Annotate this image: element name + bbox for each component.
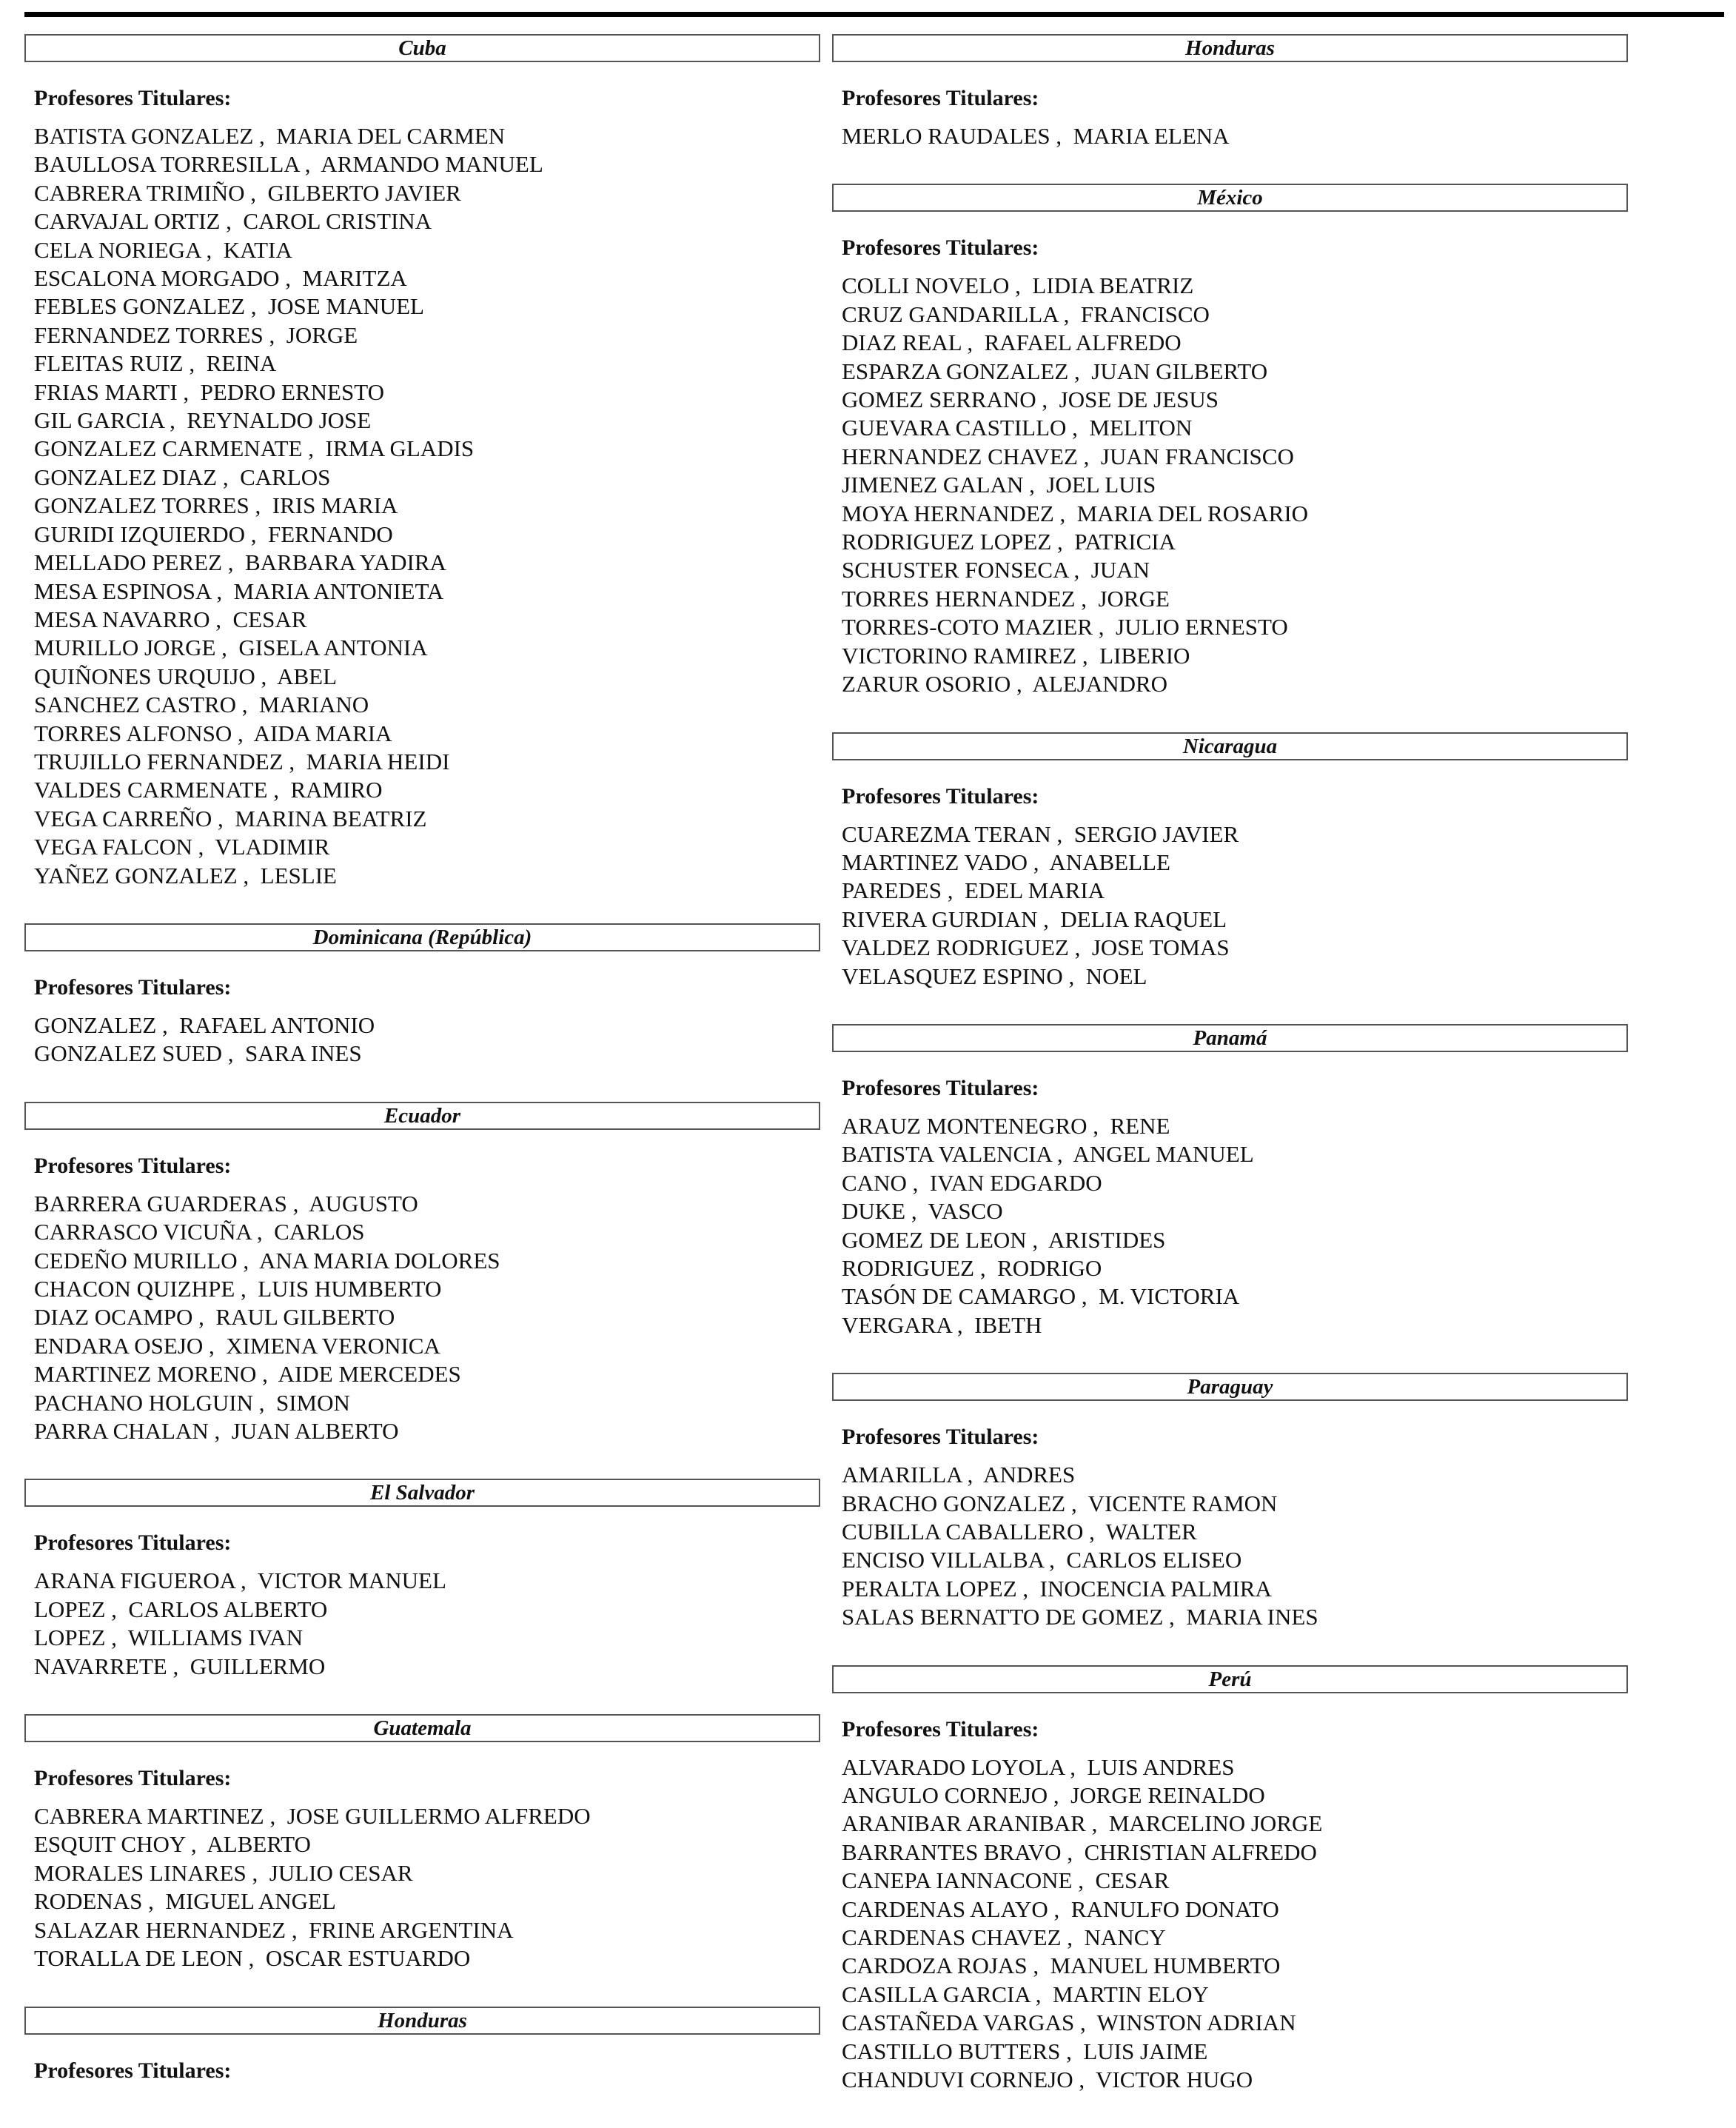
section-subheading: Profesores Titulares: [34, 1766, 232, 1791]
name-entry: GONZALEZ , RAFAEL ANTONIO [34, 1011, 375, 1038]
name-entry: MESA ESPINOSA , MARIA ANTONIETA [34, 578, 444, 604]
name-list [34, 1190, 820, 1446]
name-entry: CELA NORIEGA , KATIA [34, 236, 292, 263]
name-entry: PARRA CHALAN , JUAN ALBERTO [34, 1418, 399, 1445]
country-section-paraguay [832, 1373, 1628, 1631]
country-section-el-salvador [24, 1479, 820, 1681]
name-list [842, 122, 1628, 150]
name-entry: GIL GARCIA , REYNALDO JOSE [34, 407, 372, 434]
name-list [842, 820, 1628, 991]
country-section-dominicana-republica [24, 923, 820, 1068]
country-header: Perú [832, 1665, 1628, 1693]
name-entry: QUIÑONES URQUIJO , ABEL [34, 663, 338, 689]
name-entry: BATISTA VALENCIA , ANGEL MANUEL [842, 1141, 1254, 1168]
name-entry: MERLO RAUDALES , MARIA ELENA [842, 123, 1230, 149]
section-subheading: Profesores Titulares: [842, 86, 1039, 110]
name-entry: PACHANO HOLGUIN , SIMON [34, 1389, 350, 1416]
country-header: Ecuador [24, 1102, 820, 1130]
name-entry: CHACON QUIZHPE , LUIS HUMBERTO [34, 1276, 442, 1302]
name-entry: VALDEZ RODRIGUEZ , JOSE TOMAS [842, 934, 1230, 961]
name-entry: CARRASCO VICUÑA , CARLOS [34, 1219, 365, 1245]
name-entry: BAULLOSA TORRESILLA , ARMANDO MANUEL [34, 151, 543, 178]
name-entry: VEGA FALCON , VLADIMIR [34, 834, 330, 860]
name-entry: MOYA HERNANDEZ , MARIA DEL ROSARIO [842, 500, 1309, 526]
country-header: Dominicana (República) [24, 923, 820, 951]
name-entry: GONZALEZ SUED , SARA INES [34, 1040, 362, 1067]
country-header: México [832, 184, 1628, 212]
name-list [842, 272, 1628, 698]
name-entry: ESCALONA MORGADO , MARITZA [34, 265, 407, 292]
name-entry: TORRES ALFONSO , AIDA MARIA [34, 720, 392, 746]
name-entry: GOMEZ DE LEON , ARISTIDES [842, 1226, 1166, 1253]
name-entry: ESQUIT CHOY , ALBERTO [34, 1831, 311, 1858]
name-entry: BATISTA GONZALEZ , MARIA DEL CARMEN [34, 123, 506, 149]
section-subheading: Profesores Titulares: [34, 1530, 232, 1556]
name-entry: FRIAS MARTI , PEDRO ERNESTO [34, 378, 384, 405]
name-entry: CRUZ GANDARILLA , FRANCISCO [842, 301, 1210, 327]
name-entry: MURILLO JORGE , GISELA ANTONIA [34, 635, 428, 661]
country-section-mexico [832, 184, 1628, 698]
name-entry: RIVERA GURDIAN , DELIA RAQUEL [842, 906, 1227, 932]
name-entry: CUAREZMA TERAN , SERGIO JAVIER [842, 820, 1239, 847]
name-entry: AMARILLA , ANDRES [842, 1462, 1076, 1488]
section-subheading: Profesores Titulares: [842, 1075, 1039, 1100]
country-header: Paraguay [832, 1373, 1628, 1401]
name-entry: VEGA CARREÑO , MARINA BEATRIZ [34, 805, 427, 832]
name-entry: CARDENAS CHAVEZ , NANCY [842, 1924, 1166, 1951]
name-entry: ALVARADO LOYOLA , LUIS ANDRES [842, 1753, 1235, 1780]
name-entry: DIAZ OCAMPO , RAUL GILBERTO [34, 1304, 395, 1331]
name-entry: CEDEÑO MURILLO , ANA MARIA DOLORES [34, 1247, 500, 1274]
name-entry: VELASQUEZ ESPINO , NOEL [842, 963, 1147, 989]
right-column [832, 34, 1628, 2128]
name-entry: ANGULO CORNEJO , JORGE REINALDO [842, 1782, 1265, 1809]
section-subheading: Profesores Titulares: [34, 86, 232, 110]
name-entry: MARTINEZ MORENO , AIDE MERCEDES [34, 1361, 461, 1388]
section-subheading: Profesores Titulares: [842, 235, 1039, 261]
name-entry: CANO , IVAN EDGARDO [842, 1169, 1102, 1196]
name-entry: VICTORINO RAMIREZ , LIBERIO [842, 642, 1190, 669]
country-section-ecuador [24, 1102, 820, 1446]
name-entry: BARRANTES BRAVO , CHRISTIAN ALFREDO [842, 1838, 1317, 1865]
name-entry: ARANIBAR ARANIBAR , MARCELINO JORGE [842, 1810, 1323, 1837]
country-section-peru [832, 1665, 1628, 2095]
section-subheading: Profesores Titulares: [842, 1716, 1039, 1741]
name-entry: SCHUSTER FONSECA , JUAN [842, 557, 1150, 583]
name-entry: TRUJILLO FERNANDEZ , MARIA HEIDI [34, 748, 450, 774]
country-section-nicaragua [832, 732, 1628, 991]
country-header: Guatemala [24, 1714, 820, 1742]
name-entry: DIAZ REAL , RAFAEL ALFREDO [842, 329, 1182, 356]
name-entry: GUEVARA CASTILLO , MELITON [842, 415, 1193, 441]
name-entry: FLEITAS RUIZ , REINA [34, 350, 277, 377]
name-entry: MESA NAVARRO , CESAR [34, 606, 307, 632]
name-entry: JIMENEZ GALAN , JOEL LUIS [842, 472, 1156, 498]
name-entry: RODRIGUEZ LOPEZ , PATRICIA [842, 529, 1176, 555]
name-entry: SALAZAR HERNANDEZ , FRINE ARGENTINA [34, 1916, 514, 1943]
name-list [34, 1011, 820, 1068]
name-entry: CARDOZA ROJAS , MANUEL HUMBERTO [842, 1953, 1281, 1979]
country-section-panama [832, 1024, 1628, 1339]
name-entry: MELLADO PEREZ , BARBARA YADIRA [34, 549, 446, 576]
section-subheading: Profesores Titulares: [842, 1425, 1039, 1450]
name-entry: GONZALEZ DIAZ , CARLOS [34, 464, 331, 490]
name-entry: ZARUR OSORIO , ALEJANDRO [842, 671, 1168, 697]
name-entry: CARVAJAL ORTIZ , CAROL CRISTINA [34, 208, 432, 235]
name-entry: GOMEZ SERRANO , JOSE DE JESUS [842, 387, 1219, 413]
name-entry: ARAUZ MONTENEGRO , RENE [842, 1112, 1170, 1139]
name-entry: FEBLES GONZALEZ , JOSE MANUEL [34, 293, 424, 320]
name-entry: MORALES LINARES , JULIO CESAR [34, 1859, 413, 1886]
name-entry: COLLI NOVELO , LIDIA BEATRIZ [842, 272, 1194, 299]
name-entry: ENCISO VILLALBA , CARLOS ELISEO [842, 1547, 1242, 1573]
country-header: Nicaragua [832, 732, 1628, 760]
name-entry: ENDARA OSEJO , XIMENA VERONICA [34, 1332, 440, 1359]
name-entry: RODRIGUEZ , RODRIGO [842, 1254, 1102, 1281]
country-header: El Salvador [24, 1479, 820, 1507]
name-entry: LOPEZ , CARLOS ALBERTO [34, 1596, 328, 1622]
country-section-honduras [832, 34, 1628, 150]
name-entry: LOPEZ , WILLIAMS IVAN [34, 1625, 304, 1651]
name-list [34, 122, 820, 890]
section-subheading: Profesores Titulares: [34, 1153, 232, 1178]
name-entry: SANCHEZ CASTRO , MARIANO [34, 692, 369, 718]
name-entry: MARTINEZ VADO , ANABELLE [842, 849, 1170, 875]
name-entry: TORRES HERNANDEZ , JORGE [842, 585, 1170, 612]
name-entry: ARANA FIGUEROA , VICTOR MANUEL [34, 1567, 446, 1594]
country-section-cuba [24, 34, 820, 890]
name-list [842, 1753, 1628, 2095]
country-section-honduras [24, 2007, 820, 2084]
name-list [842, 1112, 1628, 1339]
name-entry: GURIDI IZQUIERDO , FERNANDO [34, 521, 393, 547]
country-header: Honduras [832, 34, 1628, 62]
top-rule [24, 12, 1724, 17]
name-entry: CABRERA MARTINEZ , JOSE GUILLERMO ALFREDO [34, 1803, 591, 1830]
left-column [24, 34, 820, 2117]
name-list [34, 1567, 820, 1681]
section-subheading: Profesores Titulares: [842, 783, 1039, 809]
name-entry: RODENAS , MIGUEL ANGEL [34, 1888, 336, 1915]
name-entry: CASILLA GARCIA , MARTIN ELOY [842, 1981, 1209, 2007]
name-entry: CABRERA TRIMIÑO , GILBERTO JAVIER [34, 179, 461, 206]
name-entry: PERALTA LOPEZ , INOCENCIA PALMIRA [842, 1575, 1272, 1602]
name-entry: CANEPA IANNACONE , CESAR [842, 1867, 1170, 1894]
name-entry: ESPARZA GONZALEZ , JUAN GILBERTO [842, 358, 1268, 384]
name-entry: BRACHO GONZALEZ , VICENTE RAMON [842, 1490, 1278, 1516]
name-entry: SALAS BERNATTO DE GOMEZ , MARIA INES [842, 1604, 1318, 1630]
name-entry: NAVARRETE , GUILLERMO [34, 1653, 326, 1679]
name-entry: CASTAÑEDA VARGAS , WINSTON ADRIAN [842, 2010, 1296, 2036]
name-entry: VERGARA , IBETH [842, 1311, 1042, 1338]
section-subheading: Profesores Titulares: [34, 974, 232, 1000]
name-list [34, 1802, 820, 1973]
name-entry: CHANDUVI CORNEJO , VICTOR HUGO [842, 2067, 1253, 2093]
name-entry: CUBILLA CABALLERO , WALTER [842, 1519, 1197, 1545]
name-entry: BARRERA GUARDERAS , AUGUSTO [34, 1190, 418, 1217]
name-entry: CASTILLO BUTTERS , LUIS JAIME [842, 2038, 1208, 2064]
country-section-guatemala [24, 1714, 820, 1973]
name-entry: TORRES-COTO MAZIER , JULIO ERNESTO [842, 614, 1288, 640]
section-subheading: Profesores Titulares: [34, 2058, 232, 2083]
country-header: Cuba [24, 34, 820, 62]
name-entry: DUKE , VASCO [842, 1198, 1003, 1225]
country-header: Panamá [832, 1024, 1628, 1052]
name-entry: TASÓN DE CAMARGO , M. VICTORIA [842, 1283, 1240, 1310]
name-entry: PAREDES , EDEL MARIA [842, 877, 1105, 904]
name-entry: YAÑEZ GONZALEZ , LESLIE [34, 862, 337, 889]
name-entry: GONZALEZ CARMENATE , IRMA GLADIS [34, 435, 475, 462]
name-entry: GONZALEZ TORRES , IRIS MARIA [34, 492, 398, 519]
name-entry: FERNANDEZ TORRES , JORGE [34, 321, 358, 348]
name-list [842, 1461, 1628, 1631]
name-entry: VALDES CARMENATE , RAMIRO [34, 777, 383, 803]
name-entry: HERNANDEZ CHAVEZ , JUAN FRANCISCO [842, 443, 1294, 469]
name-entry: CARDENAS ALAYO , RANULFO DONATO [842, 1896, 1279, 1922]
name-entry: TORALLA DE LEON , OSCAR ESTUARDO [34, 1945, 471, 1972]
country-header: Honduras [24, 2007, 820, 2035]
